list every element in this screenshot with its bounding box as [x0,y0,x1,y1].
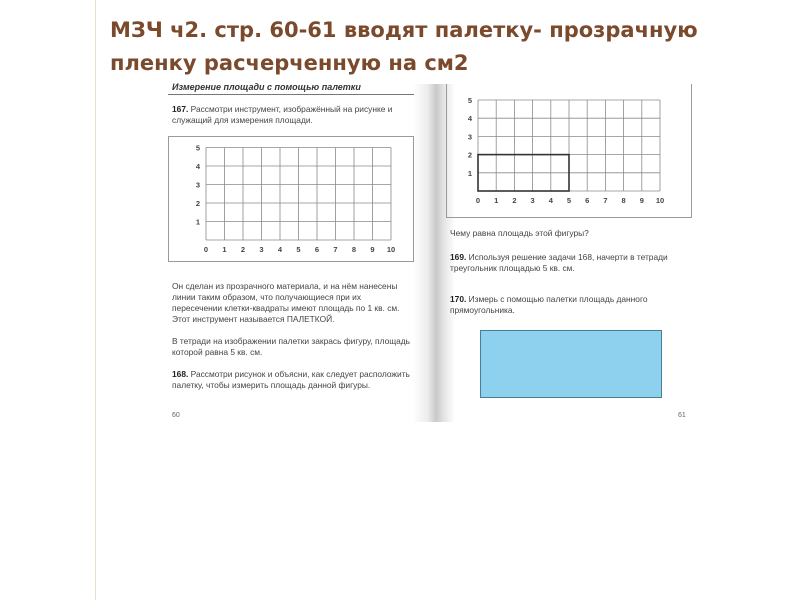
task-169-text: Используя решение задачи 168, начерти в тетради треугольник площадью 5 кв. см. [450,252,668,273]
y-tick-label: 3 [195,180,200,190]
y-tick-label: 4 [195,162,200,171]
x-tick-label: 5 [296,245,301,254]
task-169-number: 169. [450,252,467,262]
y-tick-label: 1 [467,168,472,178]
palette-grid-frame [168,136,414,262]
decorative-vertical-line [95,0,96,600]
page-number-right: 61 [678,412,686,419]
right-page [446,84,694,422]
task-170-text: Измерь с помощью палетки площадь данного прямоугольника. [450,294,648,315]
x-tick-label: 7 [333,245,338,254]
textbook-spread [168,84,694,422]
running-head: Измерение площади с помощью палетки [172,82,361,92]
task-168 [172,369,412,391]
x-tick-label: 0 [203,245,209,254]
x-tick-label: 2 [240,245,246,254]
y-tick-label: 2 [467,150,472,160]
page-number-left: 60 [172,412,180,419]
x-tick-label: 10 [386,245,396,254]
x-tick-label: 2 [512,196,517,205]
task-170-number: 170. [450,294,467,304]
x-tick-label: 1 [222,245,227,254]
x-tick-label: 10 [655,196,665,205]
task-167-number: 167. [172,104,189,114]
question: Чему равна площадь этой фигуры? [450,228,589,238]
x-tick-label: 5 [566,196,572,205]
task-169 [450,252,690,274]
x-tick-label: 4 [548,196,553,205]
slide-title: МЗЧ ч2. стр. 60-61 вводят палетку- прозрачную пленку расчерченную на см2 [110,18,698,75]
x-tick-label: 3 [259,245,264,254]
header-rule [168,94,414,95]
x-tick-label: 7 [603,196,608,205]
task-168-text: Рассмотри рисунок и объясни, как следует расположить палетку, чтобы измерить площадь данной фигуры. [172,369,410,390]
y-tick-label: 5 [467,96,472,105]
task-167 [172,104,410,126]
y-tick-label: 1 [195,217,200,227]
figure-grid [447,84,691,216]
y-tick-label: 2 [195,199,200,208]
y-tick-label: 3 [467,132,472,142]
x-tick-label: 9 [639,196,644,205]
figure-grid-frame [446,84,692,218]
paragraph-2: В тетради на изображении палетки закрась фигуру, площадь которой равна 5 кв. см. [172,336,411,357]
left-page [168,84,416,422]
paragraph-1: Он сделан из прозрачного материала, и на нём нанесены линии таким образом, что получающиеся при их пересечении клетки-квадраты имеют площадь по 1 кв. см. Этот инструмент называется ПАЛЕТКОЙ. [172,281,400,324]
x-tick-label: 4 [277,245,283,254]
task-167-text: Рассмотри инструмент, изображённый на рисунке и служащий для измерения площади. [172,104,393,125]
x-tick-label: 1 [494,196,499,205]
y-tick-label: 5 [195,143,200,153]
x-tick-label: 8 [621,196,626,205]
y-tick-label: 4 [467,114,472,124]
x-tick-label: 6 [585,196,590,205]
x-tick-label: 3 [530,196,535,205]
x-tick-label: 0 [475,196,481,205]
blue-rectangle [480,330,662,398]
x-tick-label: 8 [351,245,357,254]
task-168-number: 168. [172,369,189,379]
x-tick-label: 6 [314,245,320,254]
x-tick-label: 9 [370,245,375,254]
task-170 [450,294,690,316]
palette-grid [169,137,413,261]
